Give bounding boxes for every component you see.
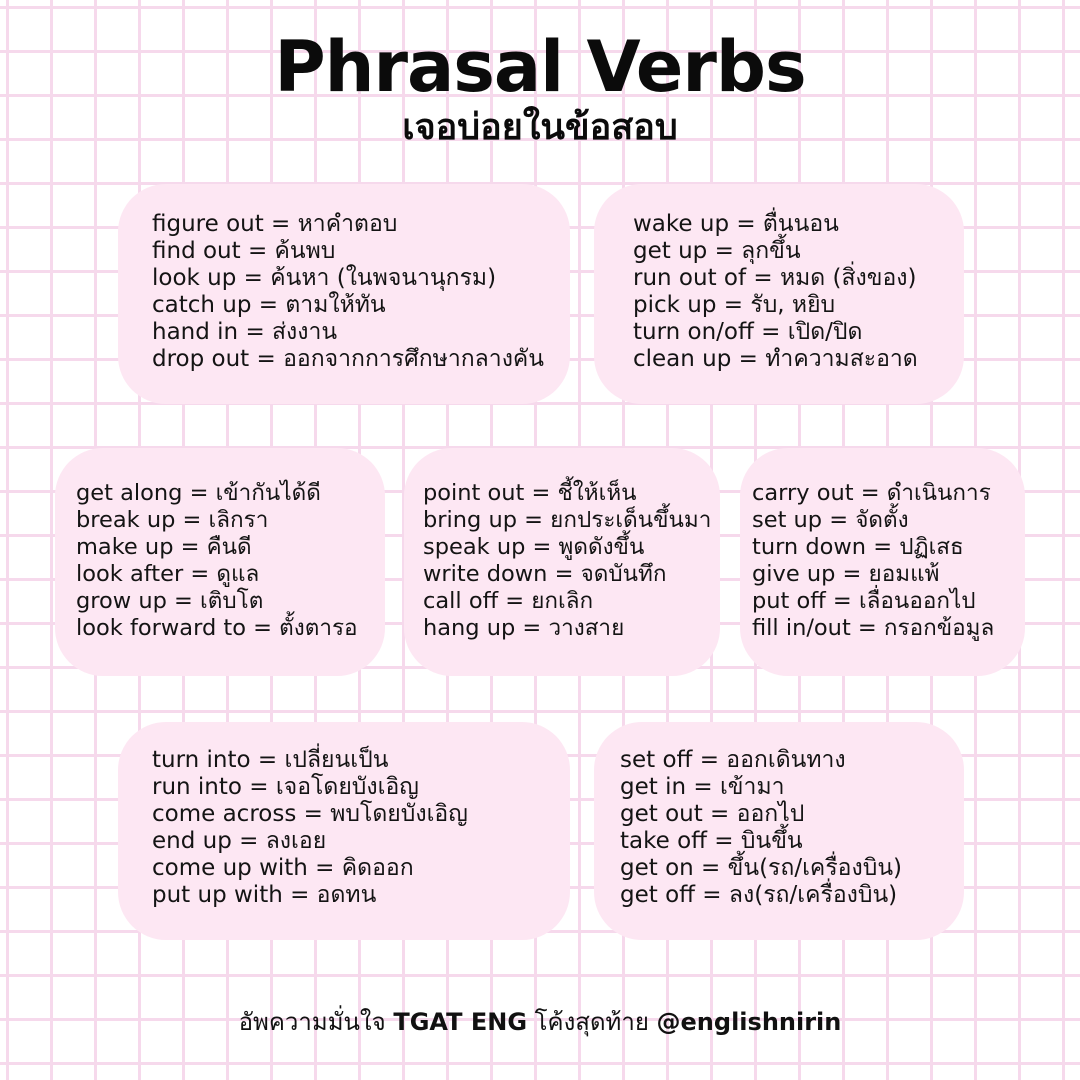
vocab-item: write down = จดบันทึก xyxy=(423,561,667,587)
vocab-item: get along = เข้ากันได้ดี xyxy=(76,480,321,506)
footer-text-start: อัพความมั่นใจ xyxy=(238,1008,394,1036)
vocab-item: carry out = ดำเนินการ xyxy=(752,480,991,506)
footer-exam-name: TGAT ENG xyxy=(393,1008,528,1036)
vocab-item: wake up = ตื่นนอน xyxy=(633,211,839,237)
footer-text-mid: โค้งสุดท้าย xyxy=(527,1008,657,1036)
vocab-item: make up = คืนดี xyxy=(76,534,252,560)
vocab-item: look forward to = ตั้งตารอ xyxy=(76,615,358,641)
vocab-list xyxy=(423,480,720,642)
vocab-item: set off = ออกเดินทาง xyxy=(620,747,846,773)
page-title: Phrasal Verbs xyxy=(274,26,806,108)
vocab-item: turn into = เปลี่ยนเป็น xyxy=(152,747,389,773)
vocab-item: catch up = ตามให้ทัน xyxy=(152,292,386,318)
vocab-item: point out = ชี้ให้เห็น xyxy=(423,480,637,506)
vocab-item: set up = จัดตั้ง xyxy=(752,507,909,533)
vocab-list xyxy=(620,747,964,909)
footer-caption xyxy=(0,1006,1080,1038)
vocab-item: break up = เลิกรา xyxy=(76,507,269,533)
vocab-list xyxy=(76,480,385,642)
footer-handle: @englishnirin xyxy=(656,1008,842,1036)
vocab-item: fill in/out = กรอกข้อมูล xyxy=(752,615,995,641)
vocab-item: turn down = ปฏิเสธ xyxy=(752,534,964,560)
vocab-item: get out = ออกไป xyxy=(620,801,805,827)
vocab-item: hand in = ส่งงาน xyxy=(152,319,338,345)
vocab-item: end up = ลงเอย xyxy=(152,828,327,854)
page-subtitle: เจอบ่อยในข้อสอบ xyxy=(402,107,678,148)
vocab-item: run out of = หมด (สิ่งของ) xyxy=(633,265,917,291)
vocab-item: clean up = ทำความสะอาด xyxy=(633,346,918,372)
vocab-item: get off = ลง(รถ/เครื่องบิน) xyxy=(620,882,898,908)
vocab-card-6 xyxy=(118,722,570,940)
vocab-card-2 xyxy=(594,184,964,404)
vocab-item: grow up = เติบโต xyxy=(76,588,264,614)
vocab-list xyxy=(752,480,1025,642)
vocab-item: look after = ดูแล xyxy=(76,561,260,587)
vocab-item: turn on/off = เปิด/ปิด xyxy=(633,319,863,345)
vocab-card-4 xyxy=(404,448,720,676)
vocab-card-1 xyxy=(118,184,570,404)
vocab-item: put up with = อดทน xyxy=(152,882,377,908)
vocab-item: figure out = หาคำตอบ xyxy=(152,211,398,237)
vocab-item: come across = พบโดยบังเอิญ xyxy=(152,801,468,827)
vocab-card-3 xyxy=(55,448,385,676)
vocab-item: look up = ค้นหา (ในพจนานุกรม) xyxy=(152,265,497,291)
vocab-item: bring up = ยกประเด็นขึ้นมา xyxy=(423,507,712,533)
vocab-list xyxy=(152,211,570,373)
vocab-item: put off = เลื่อนออกไป xyxy=(752,588,976,614)
vocab-item: come up with = คิดออก xyxy=(152,855,414,881)
vocab-item: get on = ขึ้น(รถ/เครื่องบิน) xyxy=(620,855,903,881)
vocab-list xyxy=(633,211,964,373)
vocab-item: run into = เจอโดยบังเอิญ xyxy=(152,774,419,800)
vocab-item: speak up = พูดดังขึ้น xyxy=(423,534,645,560)
vocab-item: call off = ยกเลิก xyxy=(423,588,594,614)
vocab-item: find out = ค้นพบ xyxy=(152,238,336,264)
vocab-card-7 xyxy=(594,722,964,940)
vocab-item: take off = บินขึ้น xyxy=(620,828,803,854)
vocab-item: drop out = ออกจากการศึกษากลางคัน xyxy=(152,346,545,372)
vocab-card-5 xyxy=(740,448,1025,676)
vocab-item: get in = เข้ามา xyxy=(620,774,785,800)
vocab-item: give up = ยอมแพ้ xyxy=(752,561,940,587)
vocab-item: hang up = วางสาย xyxy=(423,615,625,641)
vocab-item: pick up = รับ, หยิบ xyxy=(633,292,836,318)
vocab-list xyxy=(152,747,570,909)
vocab-item: get up = ลุกขึ้น xyxy=(633,238,801,264)
